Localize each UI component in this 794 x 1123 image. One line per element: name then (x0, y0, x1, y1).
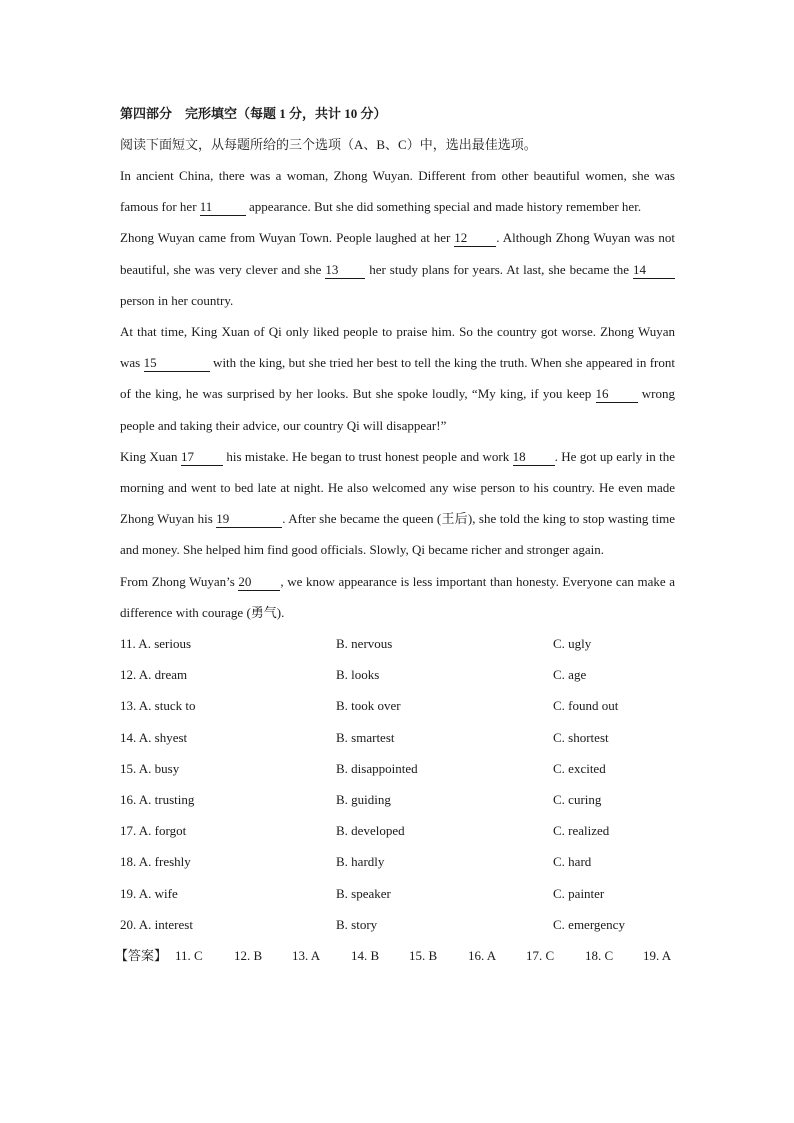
option-row (120, 753, 675, 784)
section-instruction: 阅读下面短文，从每题所给的三个选项（A、B、C）中，选出最佳选项。 (120, 137, 537, 152)
answer-item: 11. C (175, 947, 203, 963)
option-b: B. nervous (336, 636, 393, 652)
option-row (120, 690, 675, 721)
answer-item: 19. A (643, 947, 672, 963)
option-c: C. excited (553, 760, 606, 776)
passage-paragraph-3 (120, 316, 675, 441)
passage-text: person in her country. (120, 292, 234, 308)
passage-text: her study plans for years. At last, she became the (365, 261, 633, 277)
answer-key (115, 940, 675, 971)
option-a: 18. A. freshly (120, 854, 191, 870)
option-c: C. found out (553, 698, 619, 714)
answer-item: 15. B (409, 947, 438, 963)
passage-paragraph-2 (120, 222, 675, 316)
option-b: B. took over (336, 698, 401, 714)
passage-text: At that time, King Xuan of Qi only liked people to praise him. So the country got worse. Zhong Wuyan was (120, 324, 675, 371)
blank-16: 16 (596, 387, 638, 403)
blank-18: 18 (513, 450, 555, 466)
option-row (120, 659, 675, 690)
option-c: C. ugly (553, 636, 592, 652)
passage-text: From Zhong Wuyan’s (120, 573, 239, 589)
option-b: B. speaker (336, 885, 391, 901)
blank-15: 15 (144, 356, 210, 372)
option-row (120, 628, 675, 659)
passage-text: King Xuan (120, 448, 181, 464)
option-b: B. developed (336, 823, 405, 839)
option-b: B. guiding (336, 791, 391, 807)
answer-item: 14. B (351, 947, 380, 963)
passage-text: , we know appearance is less important than honesty. Everyone can make a difference with courage (勇气). (120, 573, 675, 620)
blank-17: 17 (181, 450, 223, 466)
option-b: B. smartest (336, 729, 395, 745)
option-row (120, 815, 675, 846)
option-a: 14. A. shyest (120, 729, 188, 745)
option-c: C. emergency (553, 916, 625, 932)
answer-label: 【答案】 (115, 947, 168, 963)
passage-text: In ancient China, there was a woman, Zhong Wuyan. Different from other beautiful women, she was famous for her (120, 168, 675, 215)
answer-item: 18. C (585, 947, 614, 963)
option-b: B. looks (336, 667, 380, 683)
passage-text: his mistake. He began to trust honest people and work (222, 448, 513, 464)
options-list (120, 628, 675, 940)
option-row (120, 846, 675, 877)
passage-paragraph-4 (120, 441, 675, 566)
answer-item: 13. A (292, 947, 321, 963)
option-b: B. story (336, 916, 378, 932)
passage-text: Zhong Wuyan came from Wuyan Town. People laughed at her (120, 230, 455, 246)
option-c: C. age (553, 667, 587, 683)
option-a: 20. A. interest (120, 916, 193, 932)
option-row (120, 722, 675, 753)
passage-text: wrong people and taking their advice, our country Qi will disappear!” (120, 386, 675, 433)
answer-item: 16. A (468, 947, 497, 963)
answer-item: 12. B (234, 947, 263, 963)
blank-12: 12 (454, 231, 496, 247)
blank-19: 19 (216, 512, 282, 528)
option-b: B. hardly (336, 854, 385, 870)
blank-11: 11 (200, 200, 246, 216)
passage-text: . Although Zhong Wuyan was not beautiful, she was very clever and she (120, 230, 675, 277)
option-c: C. curing (553, 791, 602, 807)
passage-paragraph-5 (120, 566, 675, 628)
passage-text: . He got up early in the morning and went to bed late at night. He also welcomed any wise person to his country. He even made Zhong Wuyan his (120, 448, 675, 527)
blank-20: 20 (238, 575, 280, 591)
option-c: C. realized (553, 823, 610, 839)
option-c: C. hard (553, 854, 592, 870)
answer-item: 17. C (526, 947, 555, 963)
passage-paragraph-1 (120, 160, 675, 222)
option-c: C. shortest (553, 729, 609, 745)
passage-text: . After she became the queen (王后), she told the king to stop wasting time and money. She helped him find good officials. Slowly, Qi became richer and stronger again. (120, 511, 675, 558)
option-a: 13. A. stuck to (120, 698, 196, 714)
blank-13: 13 (325, 263, 365, 279)
section-title: 第四部分 完形填空（每题 1 分，共计 10 分） (120, 106, 387, 121)
option-b: B. disappointed (336, 760, 418, 776)
blank-14: 14 (633, 263, 675, 279)
option-row (120, 909, 675, 940)
option-a: 17. A. forgot (120, 823, 187, 839)
option-row (120, 784, 675, 815)
option-row (120, 878, 675, 909)
cloze-section (115, 98, 676, 971)
option-a: 12. A. dream (120, 667, 188, 683)
option-a: 16. A. trusting (120, 791, 195, 807)
option-c: C. painter (553, 885, 605, 901)
option-a: 19. A. wife (120, 885, 178, 901)
passage-text: with the king, but she tried her best to tell the king the truth. When she appeared in front of the king, he was surprised by her looks. But she spoke loudly, “My king, if you keep (120, 355, 676, 402)
option-a: 15. A. busy (120, 760, 180, 776)
passage-text: appearance. But she did something special and made history remember her. (245, 199, 642, 215)
option-a: 11. A. serious (120, 636, 192, 652)
